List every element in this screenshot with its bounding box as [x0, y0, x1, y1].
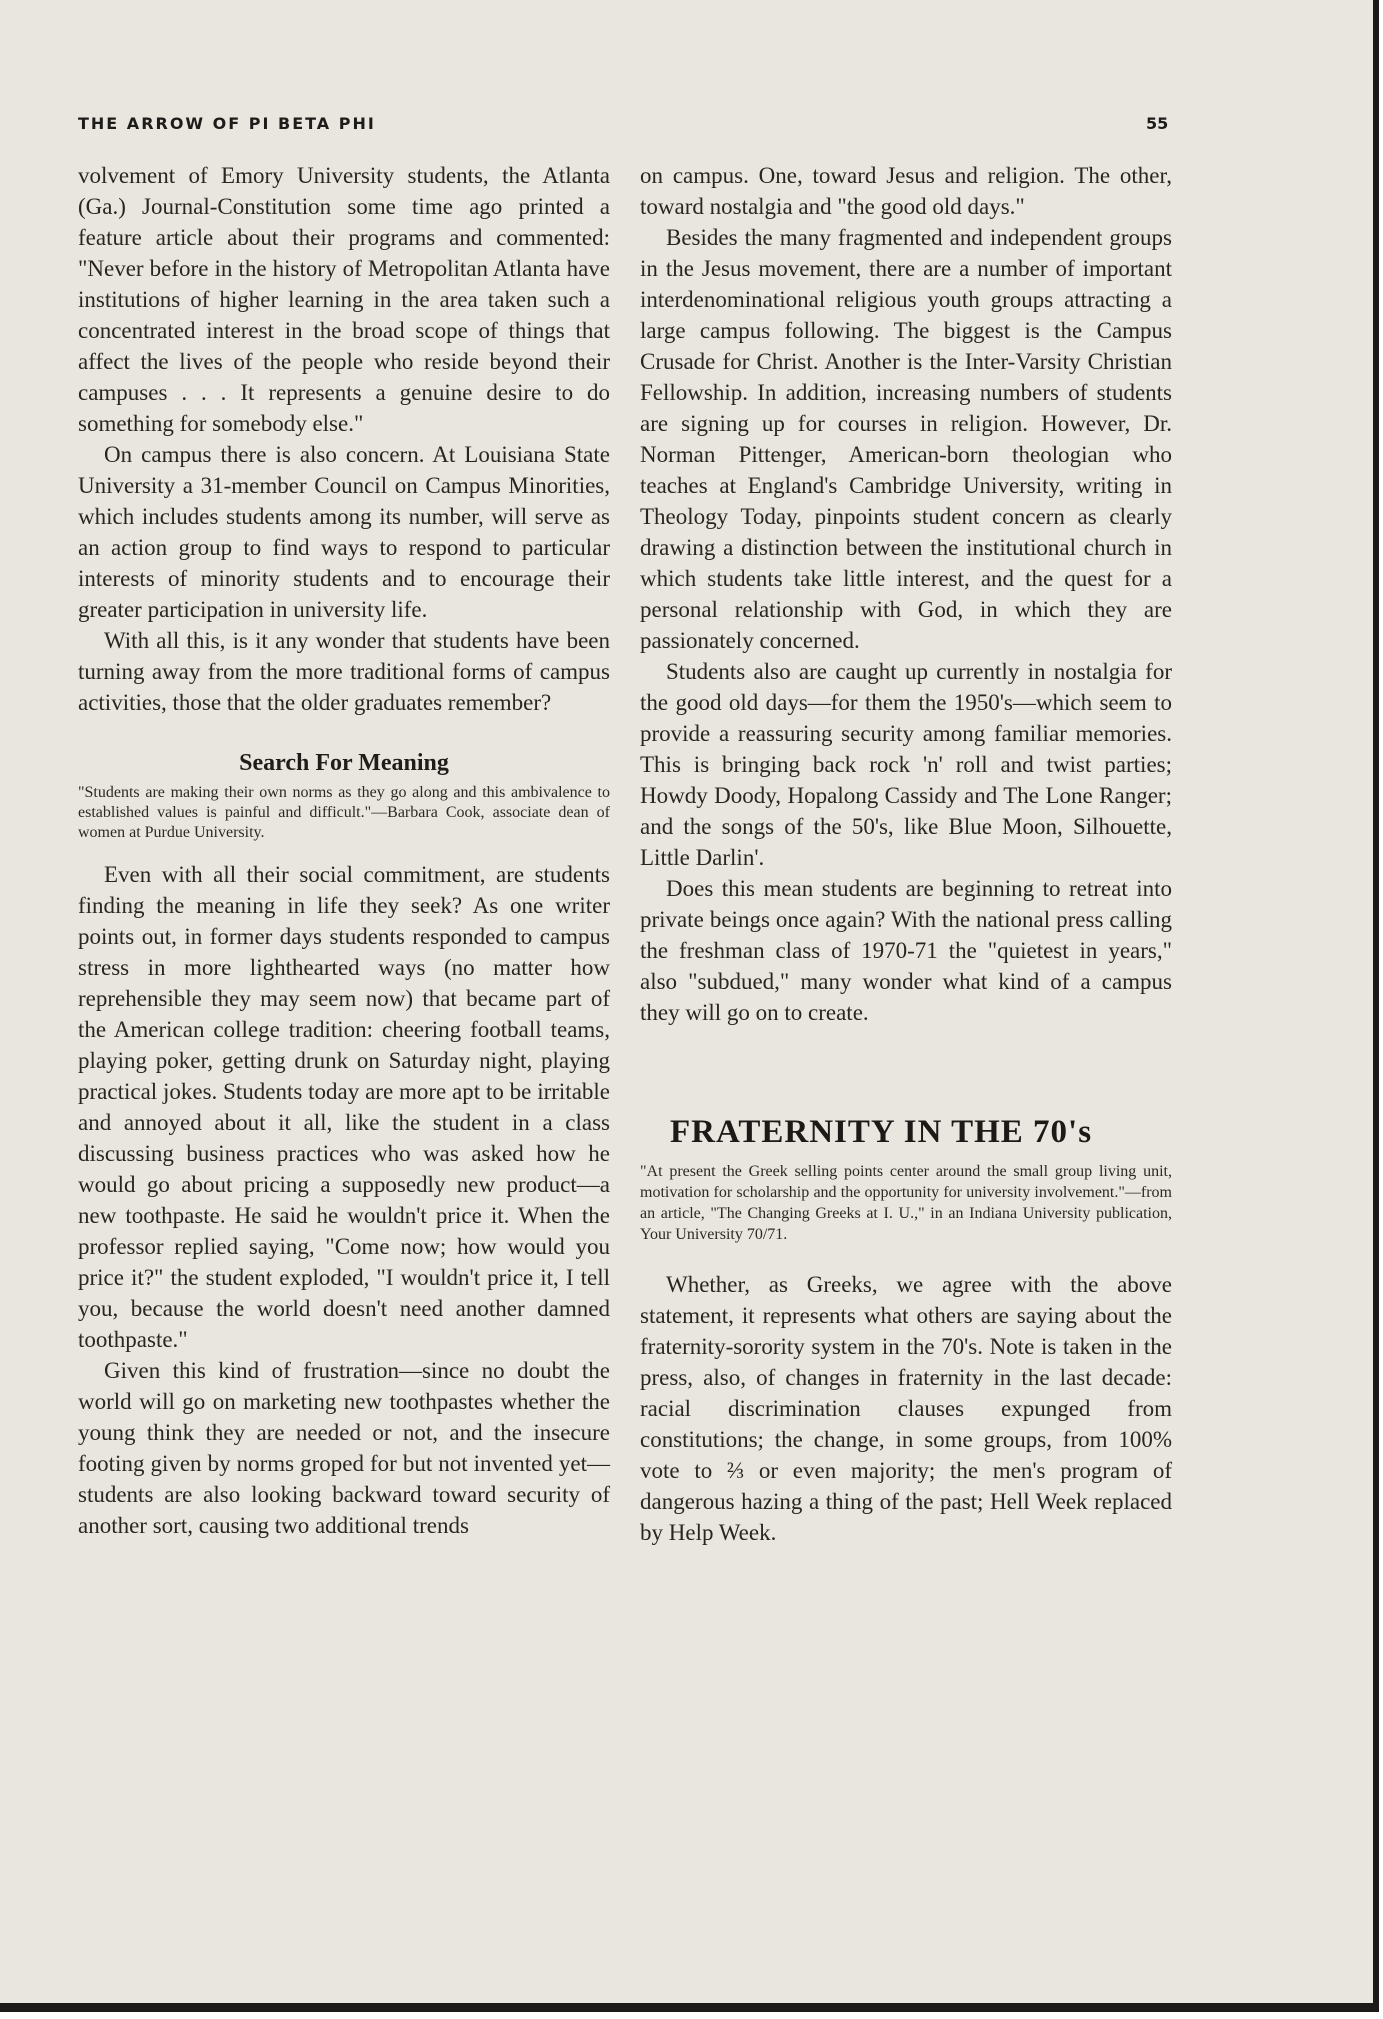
paragraph: Besides the many fragmented and independent groups in the Jesus movement, there are a number of important interdenominational religious youth groups attracting a large campus following. The biggest is the Campus Crusade for Christ. Another is the Inter-Varsity Christian Fellowship. In addition, increasing numbers of students are signing up for courses in religion. However, Dr. Norman Pittenger, American-born theologian who teaches at England's Cambridge University, writing in Theology Today, pinpoints student concern as clearly drawing a distinction between the institutional church in which students take little interest, and the quest for a personal relationship with God, in which they are passionately concerned. [640, 225, 1172, 653]
epigraph-quote: "Students are making their own norms as they go along and this ambivalence to established values is painful and difficult."—Barbara Cook, associate dean of women at Purdue University. [78, 784, 610, 841]
left-column [78, 160, 610, 1541]
paragraph: With all this, is it any wonder that students have been turning away from the more traditional forms of campus activities, those that the older graduates remember? [78, 628, 610, 715]
paragraph: Even with all their social commitment, are students finding the meaning in life they seek? As one writer points out, in former days students responded to campus stress in more lighthearted ways (no matter how reprehensible they may seem now) that became part of the American college tradition: cheering football teams, playing poker, getting drunk on Saturday night, playing practical jokes. Students today are more apt to be irritable and annoyed about it all, like the student in a class discussing business practices who was asked how he would go about pricing a supposedly new product—a new toothpaste. He said he wouldn't price it. When the professor replied saying, "Come now; how would you price it?" the student exploded, "I wouldn't price it, I tell you, because the world doesn't need another damned toothpaste." [78, 862, 610, 1352]
paragraph: on campus. One, toward Jesus and religion. The other, toward nostalgia and "the good old days." [640, 163, 1172, 219]
paragraph: Does this mean students are beginning to retreat into private beings once again? With the national press calling the freshman class of 1970-71 the "quietest in years," also "subdued," many wonder what kind of a campus they will go on to create. [640, 876, 1172, 1025]
paragraph: Whether, as Greeks, we agree with the above statement, it represents what others are saying about the fraternity-sorority system in the 70's. Note is taken in the press, also, of changes in fraternity in the last decade: racial discrimination clauses expunged from constitutions; the change, in some groups, from 100% vote to ⅔ or even majority; the men's program of dangerous hazing a thing of the past; Hell Week replaced by Help Week. [640, 1272, 1172, 1545]
paragraph: Students also are caught up currently in nostalgia for the good old days—for them the 1950's—which seem to provide a reassuring security among familiar memories. This is bringing back rock 'n' roll and twist parties; Howdy Doody, Hopalong Cassidy and The Lone Ranger; and the songs of the 50's, like Blue Moon, Silhouette, Little Darlin'. [640, 659, 1172, 870]
right-column [640, 160, 1172, 1548]
paragraph: On campus there is also concern. At Louisiana State University a 31-member Council on Campus Minorities, which includes students among its number, will serve as an action group to find ways to respond to particular interests of minority students and to encourage their greater participation in university life. [78, 442, 610, 622]
paragraph: Given this kind of frustration—since no doubt the world will go on marketing new toothpastes whether the young think they are needed or not, and the insecure footing given by norms groped for but not invented yet—students are also looking backward toward security of another sort, causing two additional trends [78, 1358, 610, 1538]
paragraph: volvement of Emory University students, the Atlanta (Ga.) Journal-Constitution some time ago printed a feature article about their programs and commented: "Never before in the history of Metropolitan Atlanta have institutions of higher learning in the area taken such a concentrated interest in the broad scope of things that affect the lives of the people who reside beyond their campuses . . . It represents a genuine desire to do something for somebody else." [78, 163, 610, 436]
running-header: THE ARROW OF PI BETA PHI [78, 114, 376, 133]
page-number: 55 [1146, 114, 1169, 133]
article-title: FRATERNITY IN THE 70's [670, 1114, 1093, 1150]
section-heading: Search For Meaning [239, 750, 449, 776]
epigraph-quote: "At present the Greek selling points center around the small group living unit, motivation for scholarship and the opportunity for university involvement."—from an article, "The Changing Greeks at I. U.," in an Indiana University publication, Your University 70/71. [640, 1163, 1172, 1243]
